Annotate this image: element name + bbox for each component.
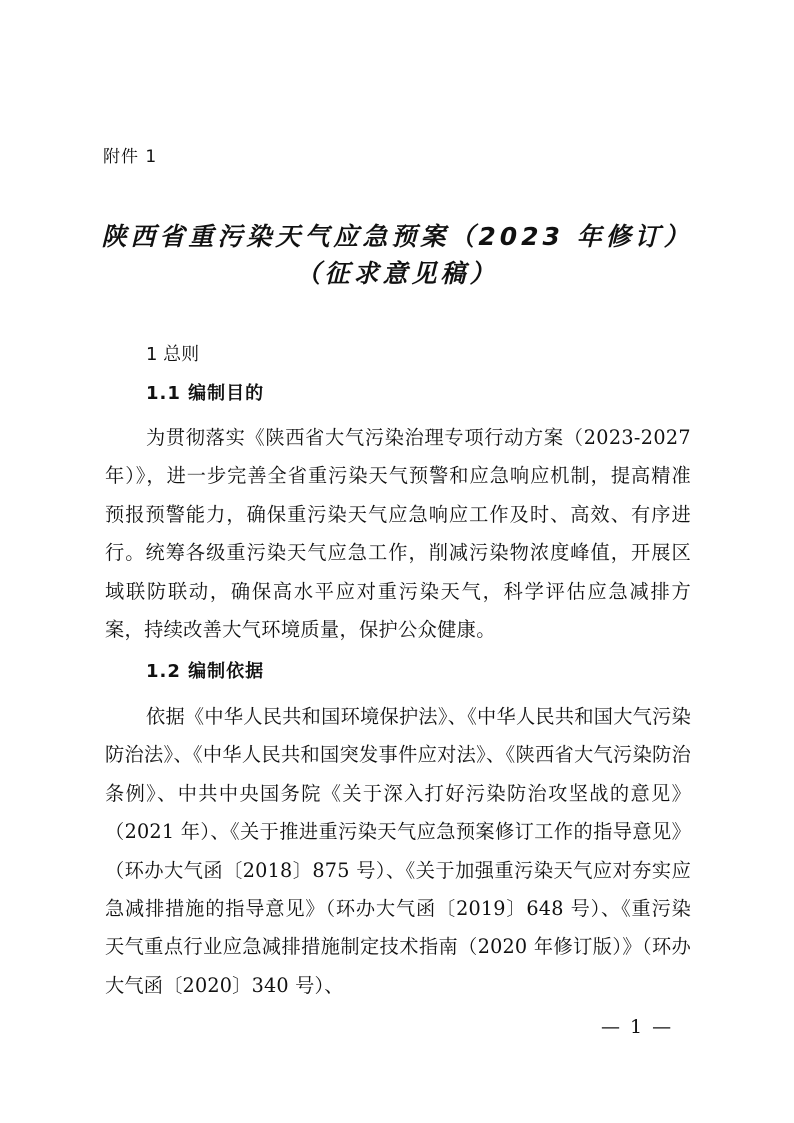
- attachment-label: 附件 1: [103, 147, 158, 167]
- paragraph-basis: 依据《中华人民共和国环境保护法》、《中华人民共和国大气污染防治法》、《中华人民共和国突发事件应对法》、《陕西省大气污染防治条例》、中共中央国务院《关于深入打好污染防治攻坚战的意见》（2021 年）、《关于推进重污染天气应急预案修订工作的指导意见》（环办大气函〔2018〕875 号）、《关于加强重污染天气应对夯实应急减排措施的指导意见》（环办大气函〔2019〕648 号）、《重污染天气重点行业应急减排措施制定技术指南（2020 年修订版）》（环办大气函〔2020〕340 号）、: [105, 705, 691, 997]
- document-subtitle: （征求意见稿）: [295, 259, 499, 288]
- section-heading-1-2: 1.2 编制依据: [146, 661, 265, 682]
- section-heading-general: 1 总则: [146, 344, 200, 365]
- section-heading-1-1: 1.1 编制目的: [146, 383, 265, 404]
- document-title: 陕西省重污染天气应急预案（2023 年修订）: [101, 222, 693, 251]
- paragraph-purpose: 为贯彻落实《陕西省大气污染治理专项行动方案（2023-2027年）》，进一步完善全省重污染天气预警和应急响应机制，提高精准预报预警能力，确保重污染天气应急响应工作及时、高效、有序进行。统筹各级重污染天气应急工作，削减污染物浓度峰值，开展区域联防联动，确保高水平应对重污染天气，科学评估应急减排方案，持续改善大气环境质量，保护公众健康。: [105, 426, 691, 642]
- page-number: — 1 —: [601, 1016, 674, 1038]
